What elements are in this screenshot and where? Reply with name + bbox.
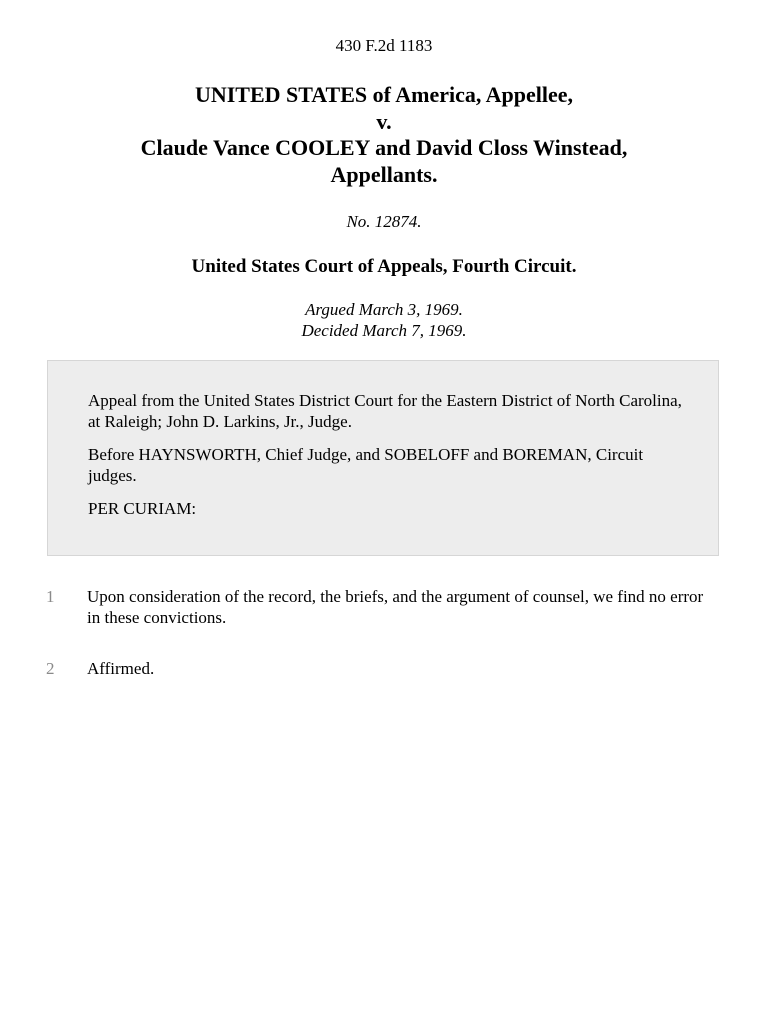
case-title-line-4: Appellants. bbox=[330, 161, 438, 187]
case-title bbox=[0, 82, 768, 188]
case-dates bbox=[0, 299, 768, 341]
paragraph-number: 1 bbox=[46, 587, 55, 606]
argued-date: Argued March 3, 1969. bbox=[305, 300, 463, 319]
appeal-statement: Appeal from the United States District Court for the Eastern District of North Carolina, at Raleigh; John D. Larkins, Jr., Judge. bbox=[88, 391, 682, 431]
docket-number: No. 12874. bbox=[346, 212, 422, 231]
per-curiam-label: PER CURIAM: bbox=[88, 499, 197, 518]
court-name: United States Court of Appeals, Fourth Circuit. bbox=[191, 256, 577, 277]
case-title-line-3: Claude Vance COOLEY and David Closs Winstead, bbox=[140, 135, 628, 160]
prelims-box bbox=[47, 360, 719, 556]
panel-statement: Before HAYNSWORTH, Chief Judge, and SOBELOFF and BOREMAN, Circuit judges. bbox=[88, 445, 644, 485]
paragraph-text: Upon consideration of the record, the briefs, and the argument of counsel, we find no error in these convictions. bbox=[87, 587, 704, 627]
decided-date: Decided March 7, 1969. bbox=[301, 321, 467, 340]
case-title-line-1: UNITED STATES of America, Appellee, bbox=[194, 82, 574, 107]
case-title-line-2: v. bbox=[376, 108, 392, 134]
case-citation: 430 F.2d 1183 bbox=[335, 36, 433, 55]
paragraph-text: Affirmed. bbox=[87, 659, 155, 678]
paragraph-number: 2 bbox=[46, 659, 55, 678]
